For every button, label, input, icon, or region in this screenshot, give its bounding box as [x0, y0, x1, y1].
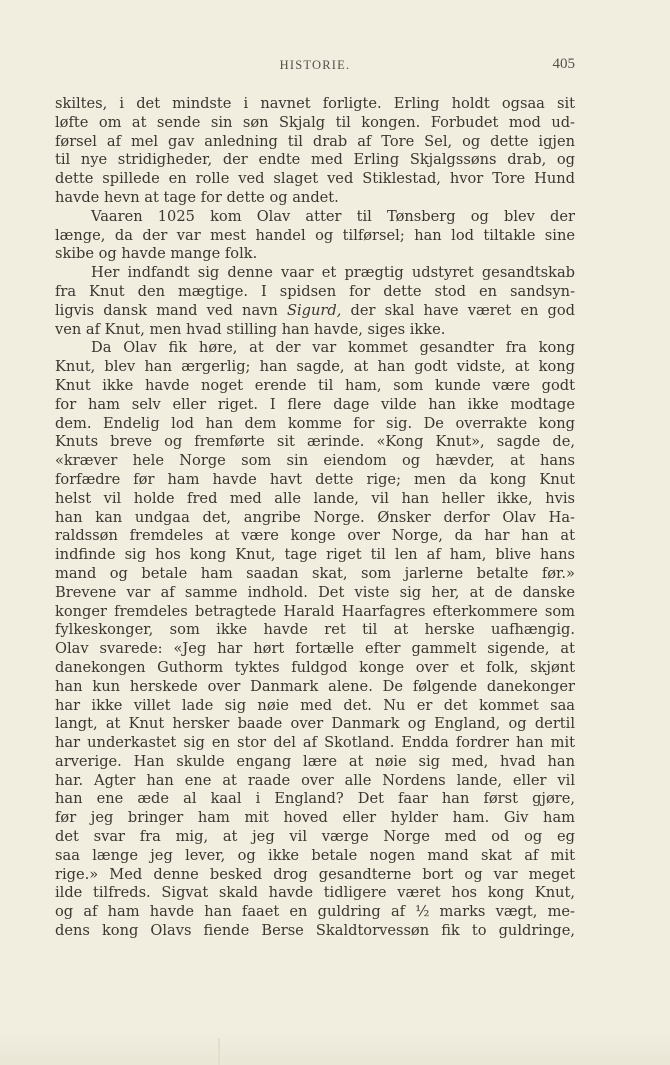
- text-line: Her indfandt sig denne vaar et prægtig udstyret gesandtskab: [91, 264, 575, 282]
- text-line: fra Knut den mægtige. I spidsen for dette stod en sandsyn-: [55, 282, 575, 300]
- text-line: før jeg bringer ham mit hoved eller hylder ham. Giv ham: [55, 809, 575, 827]
- text-line: «kræver hele Norge som sin eiendom og hævder, at hans: [55, 452, 575, 470]
- text-line: Da Olav fik høre, at der var kommet gesandter fra kong: [91, 339, 575, 357]
- text-line: har. Agter han ene at raade over alle Nordens lande, eller vil: [55, 771, 575, 789]
- text-line: og af ham havde han faaet en guldring af ½ marks vægt, me-: [55, 903, 575, 921]
- text-line: dens kong Olavs fiende Berse Skaldtorvessøn fik to guldringe,: [55, 922, 575, 940]
- text-line: skiltes, i det mindste i navnet forligte. Erling holdt ogsaa sit: [55, 95, 575, 112]
- text-line: han kun herskede over Danmark alene. De følgende danekonger: [55, 677, 575, 695]
- text-line: indfinde sig hos kong Knut, tage riget til len af ham, blive hans: [55, 546, 575, 564]
- text-line: længe, da der var mest handel og tilførsel; han lod tiltakle sine: [55, 226, 575, 244]
- text-line: raldssøn fremdeles at være konge over Norge, da har han at: [55, 527, 575, 545]
- text-line: til nye stridigheder, der endte med Erling Skjalgssøns drab, og: [55, 151, 575, 169]
- text-line: dette spillede en rolle ved slaget ved Stiklestad, hvor Tore Hund: [55, 170, 575, 188]
- text-line: havde hevn at tage for dette og andet.: [55, 188, 339, 206]
- text-line: løfte om at sende sin søn Skjalg til kongen. Forbudet mod ud-: [55, 113, 575, 131]
- body-text: [55, 95, 575, 941]
- text-line: konger fremdeles betragtede Harald Haarfagres efterkommere som: [55, 602, 575, 620]
- page-header: [55, 58, 575, 80]
- text-line: langt, at Knut hersker baade over Danmark og England, og dertil: [55, 715, 575, 733]
- text-line: danekongen Guthorm tyktes fuldgod konge over et folk, skjønt: [55, 658, 575, 676]
- bottom-shade: [0, 1031, 670, 1065]
- text-line: har underkastet sig en stor del af Skotland. Endda fordrer han mit: [55, 734, 575, 752]
- text-line: fylkeskonger, som ikke havde ret til at herske uafhængig.: [55, 621, 575, 639]
- text-line: han ene æde al kaal i England? Det faar han først gjøre,: [55, 790, 575, 808]
- text-line: for ham selv eller riget. I flere dage vilde han ikke modtage: [55, 395, 575, 413]
- text-line: ven af Knut, men hvad stilling han havde, siges ikke.: [55, 320, 446, 338]
- text-line: Brevene var af samme indhold. Det viste sig her, at de danske: [55, 583, 575, 601]
- text-line: rige.» Med denne besked drog gesandterne bort og var meget: [55, 865, 575, 883]
- text-line: Knut, blev han ærgerlig; han sagde, at han godt vidste, at kong: [55, 358, 575, 376]
- text-line: førsel af mel gav anledning til drab af Tore Sel, og dette igjen: [55, 132, 575, 150]
- text-line: ligvis dansk mand ved navn Sigurd, der skal have været en god: [55, 301, 575, 319]
- running-title: HISTORIE.: [279, 58, 351, 72]
- text-line: dem. Endelig lod han dem komme for sig. De overrakte kong: [55, 414, 575, 432]
- text-line: saa længe jeg lever, og ikke betale nogen mand skat af mit: [55, 846, 575, 864]
- page-number: 405: [552, 56, 575, 72]
- italic-name: Sigurd,: [286, 301, 342, 319]
- text-line: skibe og havde mange folk.: [55, 245, 258, 263]
- text-line: han kan undgaa det, angribe Norge. Ønsker derfor Olav Ha-: [55, 508, 575, 526]
- text-line: ilde tilfreds. Sigvat skald havde tidligere været hos kong Knut,: [55, 884, 575, 902]
- text-line: det svar fra mig, at jeg vil værge Norge med od og eg: [55, 828, 575, 846]
- text-line: har ikke villet lade sig nøie med det. Nu er det kommet saa: [55, 696, 575, 714]
- text-line: helst vil holde fred med alle lande, vil han heller ikke, hvis: [55, 489, 575, 507]
- text-line: arverige. Han skulde engang lære at nøie sig med, hvad han: [55, 752, 575, 770]
- text-line: Olav svarede: «Jeg har hørt fortælle efter gammelt sigende, at: [55, 640, 575, 658]
- text-line: mand og betale ham saadan skat, som jarlerne betalte før.»: [55, 564, 575, 582]
- text-line: Vaaren 1025 kom Olav atter til Tønsberg og blev der: [91, 207, 575, 225]
- text-line: forfædre før ham havde havt dette rige; men da kong Knut: [55, 470, 575, 488]
- text-line: Knuts breve og fremførte sit ærinde. «Kong Knut», sagde de,: [55, 433, 575, 451]
- text-line: Knut ikke havde noget erende til ham, som kunde være godt: [55, 376, 575, 394]
